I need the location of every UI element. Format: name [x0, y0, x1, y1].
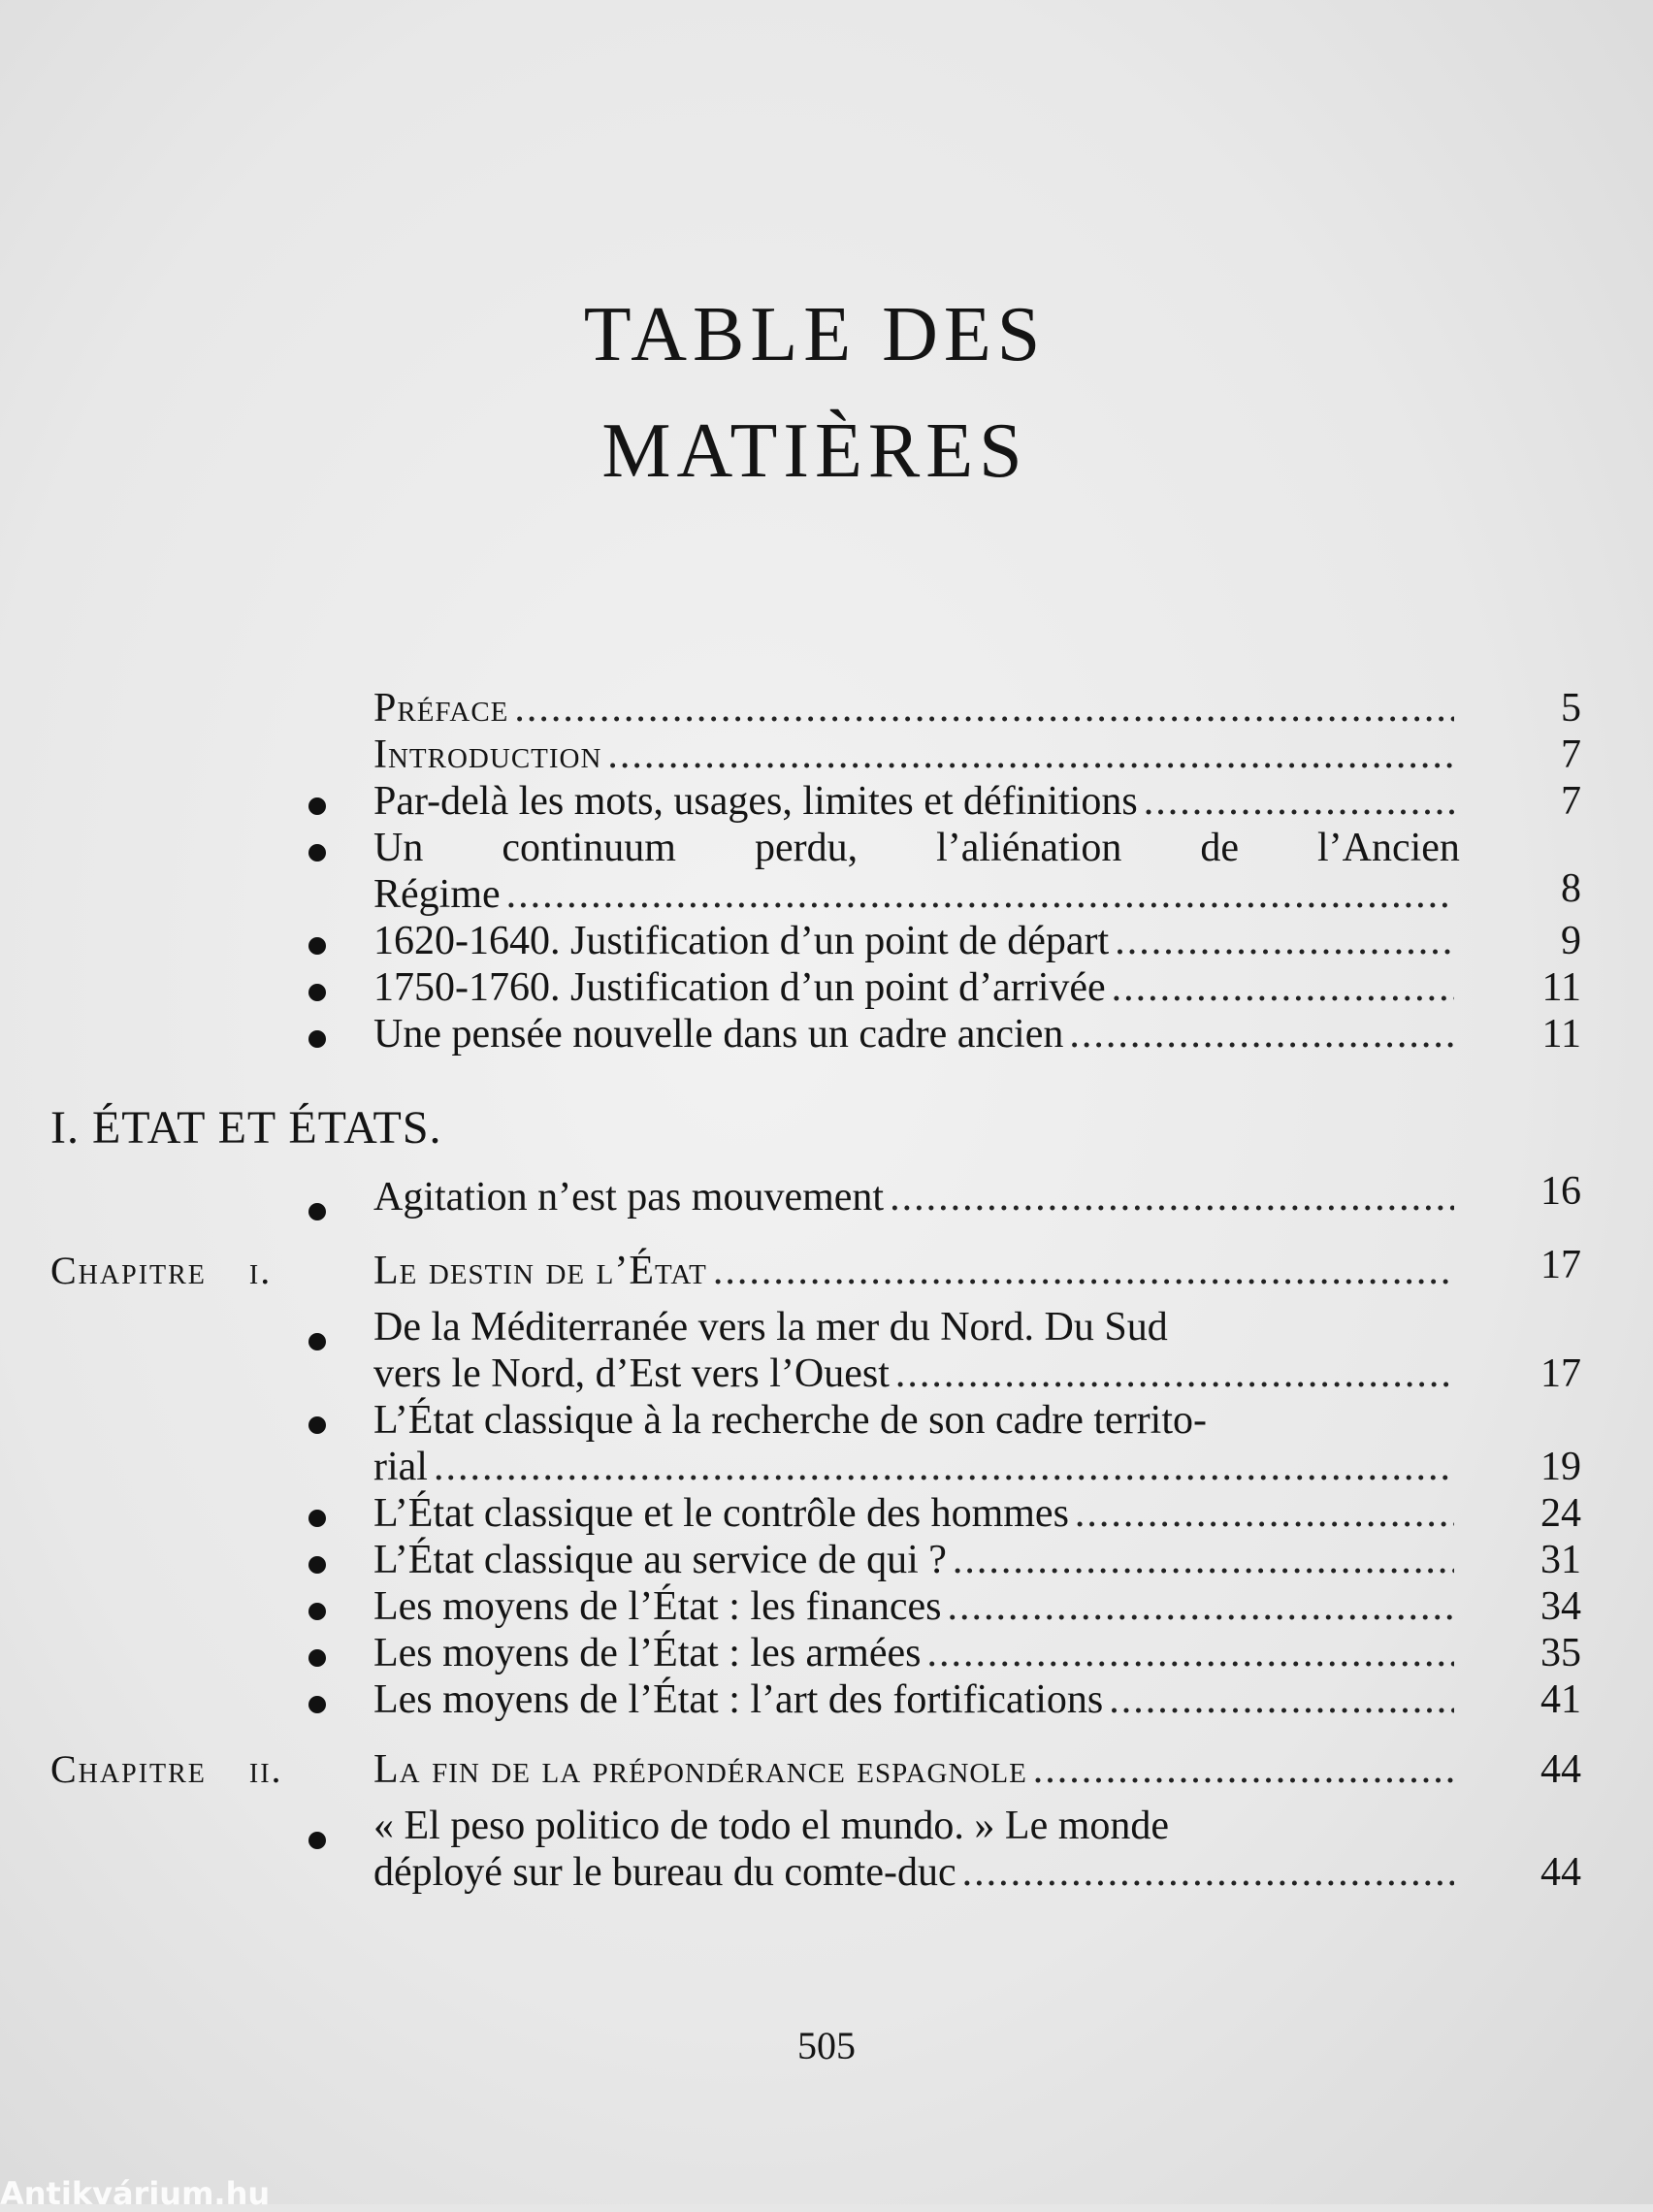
chapter-title: Le destin de l’État: [373, 1249, 707, 1293]
toc-entry: [373, 1011, 1460, 1057]
dot-leader: [434, 1444, 1454, 1490]
dot-leader: [890, 1174, 1454, 1220]
dot-leader: [953, 1537, 1454, 1583]
word: de: [1200, 826, 1239, 870]
toc-entry-label: L’État classique au service de qui ?: [373, 1538, 947, 1582]
toc-entry: [373, 1174, 1460, 1220]
dot-leader: [506, 871, 1454, 918]
toc-entry-preface: [373, 685, 1460, 732]
toc-entry: [373, 918, 1460, 964]
page-number: 5: [1561, 686, 1581, 731]
toc-title-line-2: MATIÈRES: [601, 408, 1028, 494]
bullet-icon: [308, 1203, 326, 1220]
page-number: 11: [1541, 965, 1581, 1010]
toc-entry-label: Les moyens de l’État : les armées: [373, 1631, 922, 1675]
toc-entry-label: 1750-1760. Justification d’un point d’arrivée: [373, 965, 1106, 1010]
toc-entry: [373, 1490, 1460, 1537]
page-number: 17: [1540, 1351, 1581, 1396]
chapter-title: La fin de la prépondérance espagnole: [373, 1747, 1027, 1792]
bullet-icon: [308, 984, 326, 1001]
word: perdu,: [754, 826, 859, 870]
toc-title-line-1: TABLE DES: [583, 292, 1047, 377]
toc-entry-introduction: [373, 732, 1460, 778]
toc-entry: [373, 1676, 1460, 1723]
toc-entry-line-1: L’État classique à la recherche de son cadre territo-: [373, 1398, 1208, 1443]
toc-entry-line-2: [373, 1849, 1460, 1896]
dot-leader: [895, 1350, 1454, 1397]
dot-leader: [1033, 1746, 1454, 1793]
chapter-number: i.: [248, 1249, 273, 1292]
chapter-word: Chapitre: [50, 1249, 207, 1292]
bullet-icon: [308, 844, 326, 862]
page-number: 24: [1540, 1491, 1581, 1536]
bullet-icon: [308, 797, 326, 815]
toc-entry-line-1: [373, 825, 1460, 871]
toc-entry-label: Introduction: [373, 732, 602, 777]
bullet-icon: [308, 1416, 326, 1434]
toc-entry-label: Les moyens de l’État : les finances: [373, 1584, 942, 1629]
word: Un: [373, 826, 424, 870]
toc-entry-line-2: [373, 871, 1460, 918]
page-number: 19: [1540, 1445, 1581, 1489]
toc-entry-label: rial: [373, 1445, 428, 1489]
word: l’Ancien: [1316, 826, 1460, 870]
page-number: 41: [1540, 1677, 1581, 1722]
dot-leader: [962, 1849, 1454, 1896]
toc-entry: [373, 1583, 1460, 1630]
dot-leader: [1069, 1011, 1454, 1057]
bullet-icon: [308, 1696, 326, 1713]
toc-entry-label: Par-delà les mots, usages, limites et définitions: [373, 779, 1138, 824]
bullet-icon: [308, 1556, 326, 1574]
part-title: I. ÉTAT ET ÉTATS.: [50, 1102, 442, 1154]
toc-entry: [373, 1537, 1460, 1583]
bullet-icon: [308, 1510, 326, 1527]
page-number: 11: [1541, 1012, 1581, 1057]
toc-entry-line-1: De la Méditerranée vers la mer du Nord. Du Sud: [373, 1305, 1168, 1350]
page-number: 7: [1561, 732, 1581, 777]
page-number: 35: [1540, 1631, 1581, 1675]
dot-leader: [926, 1630, 1454, 1676]
page-folio: 505: [797, 2024, 856, 2067]
bullet-icon: [308, 1030, 326, 1048]
page-number: 17: [1540, 1243, 1581, 1287]
dot-leader: [1144, 778, 1454, 825]
dot-leader: [1115, 918, 1454, 964]
bullet-icon: [308, 1603, 326, 1620]
toc-entry: [373, 964, 1460, 1011]
page-number: 16: [1540, 1169, 1581, 1214]
chapter-label: [50, 1248, 272, 1294]
chapter-word: Chapitre: [50, 1747, 207, 1791]
toc-entry-line-2: [373, 1444, 1460, 1490]
toc-entry-label: Les moyens de l’État : l’art des fortifications: [373, 1677, 1104, 1722]
dot-leader: [1109, 1676, 1454, 1723]
page-number: 31: [1540, 1538, 1581, 1582]
toc-entry-line-1: « El peso politico de todo el mundo. » Le monde: [373, 1804, 1170, 1848]
word: continuum: [502, 826, 676, 870]
chapter-title-entry: [373, 1248, 1460, 1294]
word: l’aliénation: [936, 826, 1122, 870]
toc-entry-label: Régime: [373, 872, 501, 917]
page-number: 34: [1540, 1584, 1581, 1629]
toc-entry-label: L’État classique et le contrôle des hommes: [373, 1491, 1069, 1536]
toc-entry-label: vers le Nord, d’Est vers l’Ouest: [373, 1351, 890, 1396]
watermark: Antikvárium.hu: [0, 2175, 271, 2212]
toc-entry-label: 1620-1640. Justification d’un point de départ: [373, 919, 1110, 963]
toc-entry-line-2: [373, 1350, 1460, 1397]
chapter-title-entry: [373, 1746, 1460, 1793]
dot-leader: [713, 1248, 1454, 1294]
dot-leader: [1112, 964, 1454, 1011]
dot-leader: [514, 685, 1454, 732]
page-number: 44: [1540, 1850, 1581, 1895]
chapter-number: ii.: [248, 1747, 283, 1791]
page-number: 8: [1561, 866, 1581, 911]
toc-entry-label: Agitation n’est pas mouvement: [373, 1175, 885, 1220]
toc-entry: [373, 1630, 1460, 1676]
dot-leader: [947, 1583, 1454, 1630]
bullet-icon: [308, 1832, 326, 1849]
dot-leader: [607, 732, 1454, 778]
toc-entry-label: Préface: [373, 686, 509, 731]
page-number: 7: [1561, 779, 1581, 824]
page-number: 9: [1561, 919, 1581, 963]
bullet-icon: [308, 937, 326, 955]
toc-entry: [373, 778, 1460, 825]
chapter-label: [50, 1746, 283, 1793]
dot-leader: [1075, 1490, 1454, 1537]
page-number: 44: [1540, 1747, 1581, 1792]
toc-entry-label: déployé sur le bureau du comte-duc: [373, 1850, 956, 1895]
bullet-icon: [308, 1333, 326, 1350]
bullet-icon: [308, 1649, 326, 1667]
toc-entry-label: Une pensée nouvelle dans un cadre ancien: [373, 1012, 1064, 1057]
